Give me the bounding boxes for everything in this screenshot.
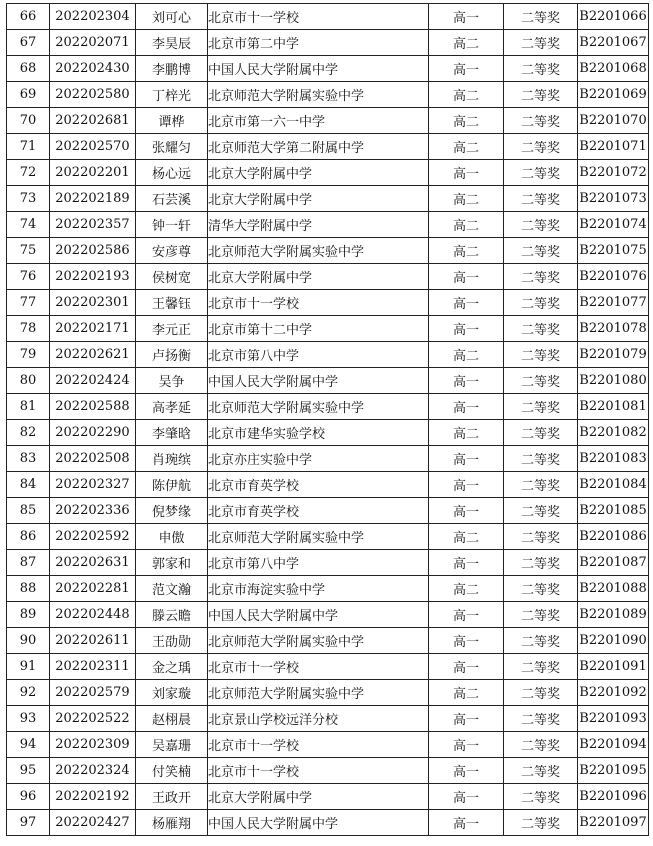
grade-level-cell: 高二	[429, 238, 504, 264]
award-level-cell: 二等奖	[504, 160, 578, 186]
grade-level-cell: 高一	[429, 732, 504, 758]
award-level-cell: 二等奖	[504, 784, 578, 810]
certificate-number-cell: B2201092	[578, 680, 649, 706]
certificate-number-cell: B2201087	[578, 550, 649, 576]
student-name-cell: 杨雁翔	[136, 810, 208, 836]
student-name-cell: 李肇晗	[136, 420, 208, 446]
student-id-cell: 202202621	[50, 342, 136, 368]
grade-level-cell: 高一	[429, 368, 504, 394]
student-id-cell: 202202324	[50, 758, 136, 784]
certificate-number-cell: B2201070	[578, 108, 649, 134]
table-row	[7, 212, 649, 238]
table-row	[7, 134, 649, 160]
award-level-cell: 二等奖	[504, 810, 578, 836]
student-name-cell: 滕云瞻	[136, 602, 208, 628]
certificate-number-cell: B2201072	[578, 160, 649, 186]
student-name-cell: 李鹏博	[136, 56, 208, 82]
student-name-cell: 张耀匀	[136, 134, 208, 160]
table-row	[7, 394, 649, 420]
row-number-cell: 94	[7, 732, 50, 758]
student-name-cell: 金之瑀	[136, 654, 208, 680]
student-name-cell: 杨心远	[136, 160, 208, 186]
row-number-cell: 75	[7, 238, 50, 264]
grade-level-cell: 高一	[429, 654, 504, 680]
table-row	[7, 82, 649, 108]
student-id-cell: 202202592	[50, 524, 136, 550]
school-name-cell: 中国人民大学附属中学	[208, 810, 429, 836]
award-level-cell: 二等奖	[504, 82, 578, 108]
row-number-cell: 93	[7, 706, 50, 732]
table-row	[7, 498, 649, 524]
student-id-cell: 202202189	[50, 186, 136, 212]
award-level-cell: 二等奖	[504, 134, 578, 160]
row-number-cell: 86	[7, 524, 50, 550]
grade-level-cell: 高二	[429, 420, 504, 446]
student-id-cell: 202202290	[50, 420, 136, 446]
certificate-number-cell: B2201078	[578, 316, 649, 342]
certificate-number-cell: B2201097	[578, 810, 649, 836]
grade-level-cell: 高二	[429, 212, 504, 238]
row-number-cell: 78	[7, 316, 50, 342]
school-name-cell: 清华大学附属中学	[208, 212, 429, 238]
certificate-number-cell: B2201081	[578, 394, 649, 420]
certificate-number-cell: B2201073	[578, 186, 649, 212]
student-name-cell: 倪梦缘	[136, 498, 208, 524]
student-id-cell: 202202588	[50, 394, 136, 420]
certificate-number-cell: B2201067	[578, 30, 649, 56]
grade-level-cell: 高一	[429, 316, 504, 342]
student-id-cell: 202202304	[50, 4, 136, 30]
student-name-cell: 石芸溪	[136, 186, 208, 212]
table-row	[7, 472, 649, 498]
row-number-cell: 67	[7, 30, 50, 56]
student-id-cell: 202202508	[50, 446, 136, 472]
student-id-cell: 202202579	[50, 680, 136, 706]
table-row	[7, 524, 649, 550]
student-id-cell: 202202357	[50, 212, 136, 238]
award-level-cell: 二等奖	[504, 602, 578, 628]
student-name-cell: 王政开	[136, 784, 208, 810]
school-name-cell: 北京师范大学附属实验中学	[208, 524, 429, 550]
grade-level-cell: 高一	[429, 628, 504, 654]
table-row	[7, 186, 649, 212]
table-row	[7, 810, 649, 836]
award-level-cell: 二等奖	[504, 186, 578, 212]
grade-level-cell: 高一	[429, 602, 504, 628]
school-name-cell: 中国人民大学附属中学	[208, 602, 429, 628]
grade-level-cell: 高二	[429, 30, 504, 56]
row-number-cell: 95	[7, 758, 50, 784]
school-name-cell: 北京师范大学附属实验中学	[208, 628, 429, 654]
grade-level-cell: 高一	[429, 498, 504, 524]
school-name-cell: 北京亦庄实验中学	[208, 446, 429, 472]
row-number-cell: 77	[7, 290, 50, 316]
grade-level-cell: 高二	[429, 680, 504, 706]
row-number-cell: 97	[7, 810, 50, 836]
table-row	[7, 56, 649, 82]
student-name-cell: 赵栩晨	[136, 706, 208, 732]
student-name-cell: 范文瀚	[136, 576, 208, 602]
certificate-number-cell: B2201069	[578, 82, 649, 108]
table-row	[7, 784, 649, 810]
table-row	[7, 160, 649, 186]
award-level-cell: 二等奖	[504, 498, 578, 524]
award-level-cell: 二等奖	[504, 394, 578, 420]
certificate-number-cell: B2201093	[578, 706, 649, 732]
school-name-cell: 北京市第十二中学	[208, 316, 429, 342]
table-row	[7, 576, 649, 602]
table-row	[7, 732, 649, 758]
row-number-cell: 68	[7, 56, 50, 82]
student-name-cell: 申傲	[136, 524, 208, 550]
school-name-cell: 北京市育英学校	[208, 472, 429, 498]
table-row	[7, 30, 649, 56]
grade-level-cell: 高一	[429, 394, 504, 420]
table-row	[7, 550, 649, 576]
certificate-number-cell: B2201088	[578, 576, 649, 602]
row-number-cell: 81	[7, 394, 50, 420]
award-table-body	[7, 4, 649, 836]
grade-level-cell: 高一	[429, 810, 504, 836]
school-name-cell: 中国人民大学附属中学	[208, 368, 429, 394]
school-name-cell: 北京师范大学附属实验中学	[208, 394, 429, 420]
school-name-cell: 北京师范大学附属实验中学	[208, 82, 429, 108]
row-number-cell: 84	[7, 472, 50, 498]
certificate-number-cell: B2201079	[578, 342, 649, 368]
row-number-cell: 72	[7, 160, 50, 186]
student-id-cell: 202202311	[50, 654, 136, 680]
table-row	[7, 238, 649, 264]
grade-level-cell: 高二	[429, 134, 504, 160]
row-number-cell: 76	[7, 264, 50, 290]
award-level-cell: 二等奖	[504, 4, 578, 30]
grade-level-cell: 高一	[429, 784, 504, 810]
grade-level-cell: 高二	[429, 576, 504, 602]
certificate-number-cell: B2201080	[578, 368, 649, 394]
school-name-cell: 北京大学附属中学	[208, 784, 429, 810]
row-number-cell: 82	[7, 420, 50, 446]
award-level-cell: 二等奖	[504, 316, 578, 342]
award-level-cell: 二等奖	[504, 238, 578, 264]
row-number-cell: 70	[7, 108, 50, 134]
student-id-cell: 202202681	[50, 108, 136, 134]
certificate-number-cell: B2201076	[578, 264, 649, 290]
grade-level-cell: 高一	[429, 706, 504, 732]
certificate-number-cell: B2201077	[578, 290, 649, 316]
award-level-cell: 二等奖	[504, 342, 578, 368]
student-id-cell: 202202309	[50, 732, 136, 758]
table-row	[7, 368, 649, 394]
grade-level-cell: 高一	[429, 758, 504, 784]
award-level-cell: 二等奖	[504, 680, 578, 706]
award-level-cell: 二等奖	[504, 212, 578, 238]
student-id-cell: 202202071	[50, 30, 136, 56]
grade-level-cell: 高一	[429, 550, 504, 576]
student-id-cell: 202202301	[50, 290, 136, 316]
award-list-sheet	[6, 3, 648, 836]
school-name-cell: 北京师范大学附属实验中学	[208, 238, 429, 264]
student-id-cell: 202202430	[50, 56, 136, 82]
school-name-cell: 北京师范大学附属实验中学	[208, 680, 429, 706]
certificate-number-cell: B2201082	[578, 420, 649, 446]
award-level-cell: 二等奖	[504, 368, 578, 394]
row-number-cell: 96	[7, 784, 50, 810]
school-name-cell: 北京大学附属中学	[208, 186, 429, 212]
grade-level-cell: 高一	[429, 472, 504, 498]
student-id-cell: 202202171	[50, 316, 136, 342]
award-table	[6, 3, 649, 836]
table-row	[7, 706, 649, 732]
student-id-cell: 202202281	[50, 576, 136, 602]
award-level-cell: 二等奖	[504, 732, 578, 758]
certificate-number-cell: B2201086	[578, 524, 649, 550]
certificate-number-cell: B2201090	[578, 628, 649, 654]
row-number-cell: 66	[7, 4, 50, 30]
certificate-number-cell: B2201091	[578, 654, 649, 680]
table-row	[7, 446, 649, 472]
certificate-number-cell: B2201095	[578, 758, 649, 784]
table-row	[7, 758, 649, 784]
student-id-cell: 202202336	[50, 498, 136, 524]
student-id-cell: 202202580	[50, 82, 136, 108]
student-id-cell: 202202424	[50, 368, 136, 394]
student-id-cell: 202202192	[50, 784, 136, 810]
student-name-cell: 刘可心	[136, 4, 208, 30]
grade-level-cell: 高一	[429, 4, 504, 30]
row-number-cell: 89	[7, 602, 50, 628]
award-level-cell: 二等奖	[504, 550, 578, 576]
award-level-cell: 二等奖	[504, 290, 578, 316]
table-row	[7, 602, 649, 628]
school-name-cell: 北京市第一六一中学	[208, 108, 429, 134]
row-number-cell: 87	[7, 550, 50, 576]
table-row	[7, 342, 649, 368]
certificate-number-cell: B2201083	[578, 446, 649, 472]
student-name-cell: 丁梓光	[136, 82, 208, 108]
certificate-number-cell: B2201066	[578, 4, 649, 30]
school-name-cell: 北京市十一学校	[208, 758, 429, 784]
table-row	[7, 628, 649, 654]
grade-level-cell: 高一	[429, 160, 504, 186]
school-name-cell: 北京市第八中学	[208, 550, 429, 576]
row-number-cell: 92	[7, 680, 50, 706]
school-name-cell: 北京市十一学校	[208, 290, 429, 316]
school-name-cell: 北京市十一学校	[208, 4, 429, 30]
table-row	[7, 316, 649, 342]
grade-level-cell: 高二	[429, 342, 504, 368]
certificate-number-cell: B2201096	[578, 784, 649, 810]
student-name-cell: 陈伊航	[136, 472, 208, 498]
student-id-cell: 202202522	[50, 706, 136, 732]
school-name-cell: 北京市第八中学	[208, 342, 429, 368]
school-name-cell: 北京市十一学校	[208, 654, 429, 680]
row-number-cell: 90	[7, 628, 50, 654]
grade-level-cell: 高一	[429, 290, 504, 316]
grade-level-cell: 高一	[429, 56, 504, 82]
student-name-cell: 李元正	[136, 316, 208, 342]
grade-level-cell: 高一	[429, 264, 504, 290]
student-id-cell: 202202327	[50, 472, 136, 498]
certificate-number-cell: B2201074	[578, 212, 649, 238]
table-row	[7, 264, 649, 290]
certificate-number-cell: B2201089	[578, 602, 649, 628]
school-name-cell: 北京大学附属中学	[208, 264, 429, 290]
table-row	[7, 420, 649, 446]
row-number-cell: 80	[7, 368, 50, 394]
award-level-cell: 二等奖	[504, 472, 578, 498]
student-name-cell: 肖琬缤	[136, 446, 208, 472]
certificate-number-cell: B2201094	[578, 732, 649, 758]
student-id-cell: 202202570	[50, 134, 136, 160]
student-name-cell: 安彦尊	[136, 238, 208, 264]
school-name-cell: 北京市育英学校	[208, 498, 429, 524]
student-name-cell: 付笑楠	[136, 758, 208, 784]
award-level-cell: 二等奖	[504, 524, 578, 550]
student-id-cell: 202202193	[50, 264, 136, 290]
school-name-cell: 北京大学附属中学	[208, 160, 429, 186]
student-name-cell: 谭桦	[136, 108, 208, 134]
row-number-cell: 83	[7, 446, 50, 472]
student-name-cell: 高孝延	[136, 394, 208, 420]
student-id-cell: 202202611	[50, 628, 136, 654]
grade-level-cell: 高二	[429, 82, 504, 108]
row-number-cell: 79	[7, 342, 50, 368]
student-name-cell: 王馨钰	[136, 290, 208, 316]
table-row	[7, 108, 649, 134]
award-level-cell: 二等奖	[504, 264, 578, 290]
table-row	[7, 654, 649, 680]
award-level-cell: 二等奖	[504, 576, 578, 602]
row-number-cell: 85	[7, 498, 50, 524]
table-row	[7, 680, 649, 706]
student-name-cell: 郭家和	[136, 550, 208, 576]
student-id-cell: 202202586	[50, 238, 136, 264]
award-level-cell: 二等奖	[504, 654, 578, 680]
row-number-cell: 71	[7, 134, 50, 160]
award-level-cell: 二等奖	[504, 706, 578, 732]
school-name-cell: 北京师范大学第二附属中学	[208, 134, 429, 160]
row-number-cell: 88	[7, 576, 50, 602]
student-id-cell: 202202631	[50, 550, 136, 576]
certificate-number-cell: B2201068	[578, 56, 649, 82]
award-level-cell: 二等奖	[504, 628, 578, 654]
school-name-cell: 中国人民大学附属中学	[208, 56, 429, 82]
row-number-cell: 69	[7, 82, 50, 108]
table-row	[7, 4, 649, 30]
grade-level-cell: 高一	[429, 446, 504, 472]
student-name-cell: 王劭勋	[136, 628, 208, 654]
school-name-cell: 北京景山学校远洋分校	[208, 706, 429, 732]
grade-level-cell: 高二	[429, 524, 504, 550]
school-name-cell: 北京市建华实验学校	[208, 420, 429, 446]
award-level-cell: 二等奖	[504, 30, 578, 56]
grade-level-cell: 高二	[429, 186, 504, 212]
student-id-cell: 202202201	[50, 160, 136, 186]
school-name-cell: 北京市海淀实验中学	[208, 576, 429, 602]
award-level-cell: 二等奖	[504, 446, 578, 472]
student-name-cell: 李昊辰	[136, 30, 208, 56]
award-level-cell: 二等奖	[504, 420, 578, 446]
certificate-number-cell: B2201085	[578, 498, 649, 524]
student-name-cell: 吴争	[136, 368, 208, 394]
row-number-cell: 74	[7, 212, 50, 238]
student-id-cell: 202202427	[50, 810, 136, 836]
school-name-cell: 北京市十一学校	[208, 732, 429, 758]
student-name-cell: 吴嘉珊	[136, 732, 208, 758]
student-name-cell: 卢扬衡	[136, 342, 208, 368]
student-name-cell: 侯树宽	[136, 264, 208, 290]
school-name-cell: 北京市第二中学	[208, 30, 429, 56]
award-level-cell: 二等奖	[504, 108, 578, 134]
student-name-cell: 刘家璇	[136, 680, 208, 706]
row-number-cell: 73	[7, 186, 50, 212]
table-row	[7, 290, 649, 316]
row-number-cell: 91	[7, 654, 50, 680]
certificate-number-cell: B2201075	[578, 238, 649, 264]
student-name-cell: 钟一轩	[136, 212, 208, 238]
certificate-number-cell: B2201071	[578, 134, 649, 160]
grade-level-cell: 高二	[429, 108, 504, 134]
award-level-cell: 二等奖	[504, 758, 578, 784]
certificate-number-cell: B2201084	[578, 472, 649, 498]
award-level-cell: 二等奖	[504, 56, 578, 82]
student-id-cell: 202202448	[50, 602, 136, 628]
